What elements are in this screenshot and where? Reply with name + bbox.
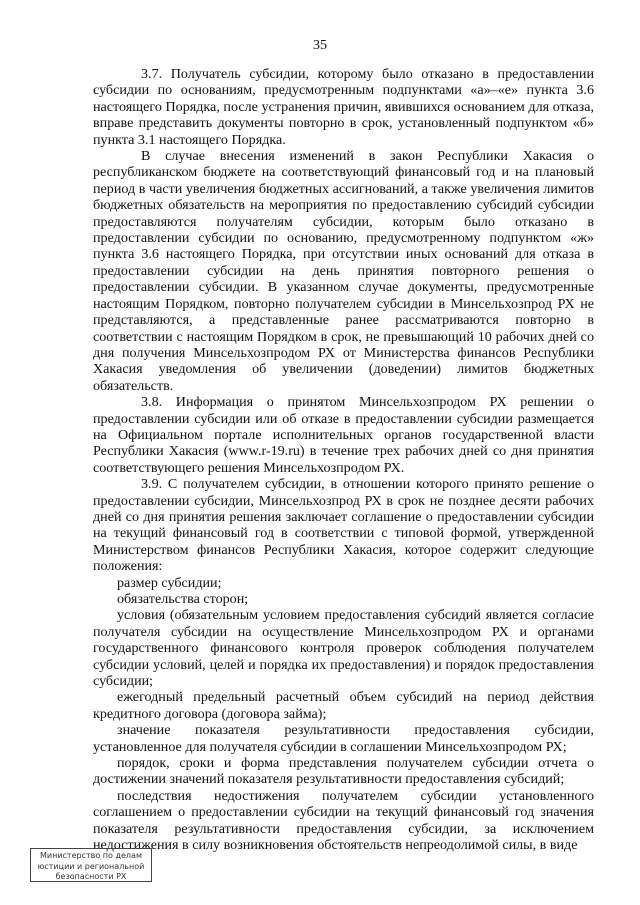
page-number: 35 [313, 38, 327, 53]
paragraph-budget-changes: В случае внесения изменений в закон Республики Хакасия о республиканском бюджете на соответствующий финансовый год и на плановый период в части увеличения бюджетных ассигнований, а также увеличения лимитов бюджетных обязательств на мероприятия по предоставлению субсидий субсидии предоставляются получателям субсидии, которым было отказано в предоставлении субсидии по основанию, предусмотренному подпунктом «ж» пункта 3.6 настоящего Порядка, при отсутствии иных оснований для отказа в предоставлении субсидии на день принятия повторного решения о предоставлении субсидии. В указанном случае документы, предусмотренные настоящим Порядком, повторно получателем субсидии в Минсельхозпрод РХ не представляются, а представленные ранее рассматриваются повторно в соответствии с настоящим Порядком в срок, не превышающий 10 рабочих дней со дня получения Минсельхозпродом РХ от Министерства финансов Республики Хакасия уведомления об увеличении (доведении) лимитов бюджетных обязательств. [93, 148, 594, 394]
list-item: ежегодный предельный расчетный объем субсидий на период действия кредитного договора (договора займа); [93, 689, 594, 722]
list-item: порядок, сроки и форма представления получателем субсидии отчета о достижении значений показателя результативности предоставления субсидий; [93, 755, 594, 788]
paragraph-3-8: 3.8. Информация о принятом Минсельхозпродом РХ решении о предоставлении субсидии или об отказе в предоставлении субсидии размещается на Официальном портале исполнительных органов государственной власти Республики Хакасия (www.r-19.ru) в течение трех рабочих дней со дня принятия соответствующего решения Минсельхозпродом РХ. [93, 394, 594, 476]
paragraph-3-7: 3.7. Получатель субсидии, которому было отказано в предоставлении субсидии по основаниям, предусмотренным подпунктами «а»–«е» пункта 3.6 настоящего Порядка, после устранения причин, явившихся основанием для отказа, вправе представить документы повторно в срок, установленный подпунктом «б» пункта 3.1 настоящего Порядка. [93, 66, 594, 148]
stamp-line: Министерство по делам [40, 851, 142, 860]
list-item: обязательства сторон; [117, 591, 249, 607]
list-item: значение показателя результативности предоставления субсидии, установленное для получателя субсидии в соглашении Минсельхозпродом РХ; [93, 722, 594, 755]
ministry-stamp [30, 848, 152, 882]
stamp-line: безопасности РХ [55, 872, 127, 881]
list-item: последствия недостижения получателем субсидии установленного соглашением о предоставлении субсидии на текущий финансовый год значения показателя результативности предоставления субсидии, за исключением недостижения в силу возникновения обстоятельств непреодолимой силы, в виде [93, 787, 594, 854]
stamp-line: юстиции и региональной [37, 861, 145, 871]
document-body [93, 66, 594, 854]
paragraph-3-9: 3.9. С получателем субсидии, в отношении которого принято решение о предоставлении субсидии, Минсельхозпрод РХ в срок не позднее десяти рабочих дней со дня принятия решения заключает соглашение о предоставлении субсидии на текущий финансовый год в соответствии с типовой формой, утвержденной Министерством финансов Республики Хакасия, которое содержит следующие положения: [93, 476, 594, 575]
list-item: размер субсидии; [117, 574, 222, 591]
list-item: условия (обязательным условием предоставления субсидий является согласие получателя субсидии на осуществление Минсельхозпродом РХ и органами государственного финансового контроля проверок соблюдения получателем субсидии условий, целей и порядка их предоставления) и порядок предоставления субсидии; [93, 607, 594, 690]
